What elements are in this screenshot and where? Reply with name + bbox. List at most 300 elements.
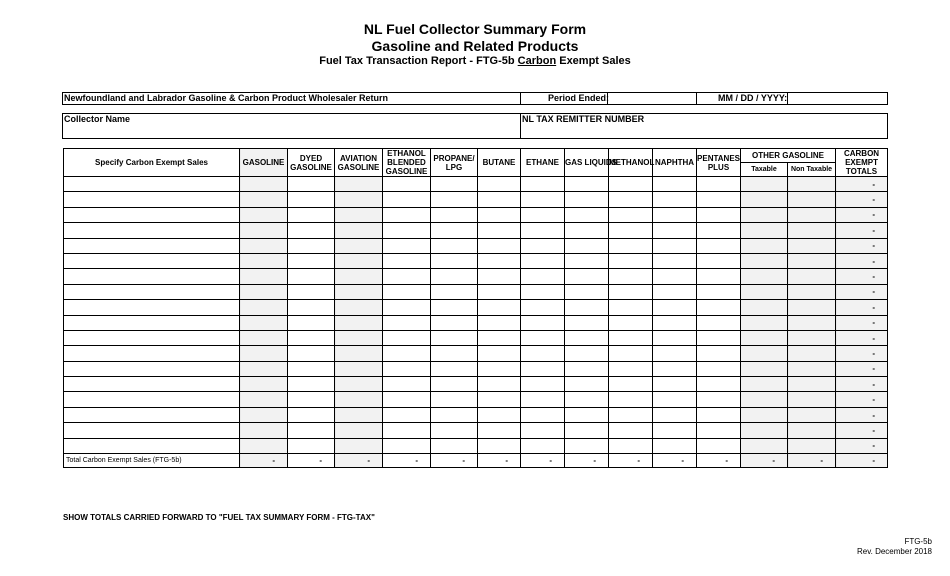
amount-input[interactable] bbox=[609, 346, 653, 361]
amount-input[interactable] bbox=[788, 423, 836, 438]
amount-input[interactable] bbox=[697, 407, 741, 422]
amount-input[interactable] bbox=[383, 361, 431, 376]
amount-input[interactable] bbox=[478, 253, 521, 268]
total-cell: - bbox=[478, 454, 521, 468]
amount-input[interactable] bbox=[431, 392, 478, 407]
amount-input[interactable] bbox=[609, 407, 653, 422]
amount-input[interactable] bbox=[431, 177, 478, 192]
amount-input[interactable] bbox=[240, 407, 288, 422]
amount-input[interactable] bbox=[431, 223, 478, 238]
amount-input[interactable] bbox=[478, 330, 521, 345]
amount-input[interactable] bbox=[565, 361, 609, 376]
sale-description-input[interactable] bbox=[64, 300, 240, 315]
sale-description-input[interactable] bbox=[64, 330, 240, 345]
amount-input[interactable] bbox=[609, 423, 653, 438]
amount-input[interactable] bbox=[697, 207, 741, 222]
amount-input[interactable] bbox=[565, 438, 609, 453]
amount-input[interactable] bbox=[383, 238, 431, 253]
amount-input[interactable] bbox=[383, 223, 431, 238]
amount-input[interactable] bbox=[240, 377, 288, 392]
amount-input[interactable] bbox=[788, 223, 836, 238]
amount-input[interactable] bbox=[565, 330, 609, 345]
total-cell: - bbox=[653, 454, 697, 468]
date-format-label: MM / DD / YYYY: bbox=[718, 93, 788, 103]
carbon-exempt-sales-table bbox=[63, 148, 888, 468]
amount-input[interactable] bbox=[521, 407, 565, 422]
col-methanol: METHANOL bbox=[609, 149, 653, 177]
amount-input[interactable] bbox=[697, 192, 741, 207]
amount-input[interactable] bbox=[788, 407, 836, 422]
amount-input[interactable] bbox=[788, 284, 836, 299]
amount-input[interactable] bbox=[478, 300, 521, 315]
amount-input[interactable] bbox=[697, 361, 741, 376]
amount-input[interactable] bbox=[788, 207, 836, 222]
amount-input[interactable] bbox=[653, 253, 697, 268]
row-total-cell: - bbox=[836, 407, 888, 422]
table-row bbox=[64, 423, 888, 438]
amount-input[interactable] bbox=[383, 423, 431, 438]
row-total-cell: - bbox=[836, 300, 888, 315]
sale-description-input[interactable] bbox=[64, 192, 240, 207]
sale-description-input[interactable] bbox=[64, 438, 240, 453]
amount-input[interactable] bbox=[741, 207, 788, 222]
amount-input[interactable] bbox=[609, 223, 653, 238]
amount-input[interactable] bbox=[335, 253, 383, 268]
row-total-cell: - bbox=[836, 438, 888, 453]
amount-input[interactable] bbox=[609, 330, 653, 345]
amount-input[interactable] bbox=[697, 284, 741, 299]
amount-input[interactable] bbox=[565, 346, 609, 361]
amount-input[interactable] bbox=[741, 361, 788, 376]
row-total-cell: - bbox=[836, 177, 888, 192]
amount-input[interactable] bbox=[697, 223, 741, 238]
amount-input[interactable] bbox=[288, 192, 335, 207]
amount-input[interactable] bbox=[335, 192, 383, 207]
amount-input[interactable] bbox=[335, 438, 383, 453]
amount-input[interactable] bbox=[335, 407, 383, 422]
amount-input[interactable] bbox=[741, 315, 788, 330]
amount-input[interactable] bbox=[653, 330, 697, 345]
amount-input[interactable] bbox=[288, 207, 335, 222]
amount-input[interactable] bbox=[478, 284, 521, 299]
sale-description-input[interactable] bbox=[64, 284, 240, 299]
amount-input[interactable] bbox=[565, 377, 609, 392]
amount-input[interactable] bbox=[565, 423, 609, 438]
amount-input[interactable] bbox=[335, 377, 383, 392]
amount-input[interactable] bbox=[521, 300, 565, 315]
amount-input[interactable] bbox=[478, 346, 521, 361]
amount-input[interactable] bbox=[521, 284, 565, 299]
sale-description-input[interactable] bbox=[64, 361, 240, 376]
sale-description-input[interactable] bbox=[64, 269, 240, 284]
amount-input[interactable] bbox=[335, 361, 383, 376]
amount-input[interactable] bbox=[521, 238, 565, 253]
amount-input[interactable] bbox=[741, 177, 788, 192]
amount-input[interactable] bbox=[240, 438, 288, 453]
amount-input[interactable] bbox=[335, 284, 383, 299]
amount-input[interactable] bbox=[240, 207, 288, 222]
amount-input[interactable] bbox=[741, 438, 788, 453]
amount-input[interactable] bbox=[609, 300, 653, 315]
sale-description-input[interactable] bbox=[64, 377, 240, 392]
table-row bbox=[64, 407, 888, 422]
amount-input[interactable] bbox=[240, 315, 288, 330]
amount-input[interactable] bbox=[478, 223, 521, 238]
amount-input[interactable] bbox=[288, 177, 335, 192]
amount-input[interactable] bbox=[478, 207, 521, 222]
amount-input[interactable] bbox=[697, 238, 741, 253]
col-carbon-exempt-totals: CARBON EXEMPT TOTALS bbox=[836, 149, 888, 177]
table-row bbox=[64, 438, 888, 453]
amount-input[interactable] bbox=[521, 423, 565, 438]
amount-input[interactable] bbox=[521, 377, 565, 392]
amount-input[interactable] bbox=[431, 284, 478, 299]
amount-input[interactable] bbox=[288, 330, 335, 345]
amount-input[interactable] bbox=[521, 177, 565, 192]
amount-input[interactable] bbox=[288, 284, 335, 299]
amount-input[interactable] bbox=[788, 438, 836, 453]
amount-input[interactable] bbox=[521, 269, 565, 284]
col-pentanes-plus: PENTANES PLUS bbox=[697, 149, 741, 177]
amount-input[interactable] bbox=[335, 392, 383, 407]
amount-input[interactable] bbox=[383, 330, 431, 345]
amount-input[interactable] bbox=[741, 238, 788, 253]
amount-input[interactable] bbox=[653, 238, 697, 253]
amount-input[interactable] bbox=[478, 423, 521, 438]
sale-description-input[interactable] bbox=[64, 207, 240, 222]
amount-input[interactable] bbox=[741, 223, 788, 238]
amount-input[interactable] bbox=[240, 423, 288, 438]
amount-input[interactable] bbox=[697, 346, 741, 361]
amount-input[interactable] bbox=[521, 207, 565, 222]
amount-input[interactable] bbox=[240, 392, 288, 407]
amount-input[interactable] bbox=[609, 177, 653, 192]
amount-input[interactable] bbox=[240, 300, 288, 315]
amount-input[interactable] bbox=[431, 192, 478, 207]
form-id-block bbox=[857, 537, 932, 557]
amount-input[interactable] bbox=[335, 223, 383, 238]
amount-input[interactable] bbox=[565, 223, 609, 238]
amount-input[interactable] bbox=[565, 207, 609, 222]
row-total-cell: - bbox=[836, 315, 888, 330]
total-cell: - bbox=[431, 454, 478, 468]
amount-input[interactable] bbox=[288, 238, 335, 253]
amount-input[interactable] bbox=[288, 377, 335, 392]
amount-input[interactable] bbox=[565, 284, 609, 299]
col-gas-liquids: GAS LIQUIDS bbox=[565, 149, 609, 177]
amount-input[interactable] bbox=[240, 361, 288, 376]
amount-input[interactable] bbox=[383, 253, 431, 268]
amount-input[interactable] bbox=[335, 346, 383, 361]
amount-input[interactable] bbox=[240, 253, 288, 268]
row-total-cell: - bbox=[836, 423, 888, 438]
amount-input[interactable] bbox=[383, 346, 431, 361]
amount-input[interactable] bbox=[521, 330, 565, 345]
amount-input[interactable] bbox=[478, 192, 521, 207]
amount-input[interactable] bbox=[288, 300, 335, 315]
amount-input[interactable] bbox=[521, 361, 565, 376]
amount-input[interactable] bbox=[741, 377, 788, 392]
amount-input[interactable] bbox=[335, 300, 383, 315]
row-total-cell: - bbox=[836, 269, 888, 284]
amount-input[interactable] bbox=[521, 346, 565, 361]
row-total-cell: - bbox=[836, 377, 888, 392]
amount-input[interactable] bbox=[741, 300, 788, 315]
amount-input[interactable] bbox=[335, 330, 383, 345]
amount-input[interactable] bbox=[741, 423, 788, 438]
table-row bbox=[64, 361, 888, 376]
amount-input[interactable] bbox=[565, 177, 609, 192]
amount-input[interactable] bbox=[240, 346, 288, 361]
amount-input[interactable] bbox=[697, 423, 741, 438]
amount-input[interactable] bbox=[335, 423, 383, 438]
amount-input[interactable] bbox=[431, 361, 478, 376]
amount-input[interactable] bbox=[741, 407, 788, 422]
amount-input[interactable] bbox=[478, 315, 521, 330]
amount-input[interactable] bbox=[653, 407, 697, 422]
amount-input[interactable] bbox=[288, 253, 335, 268]
amount-input[interactable] bbox=[565, 300, 609, 315]
amount-input[interactable] bbox=[653, 177, 697, 192]
amount-input[interactable] bbox=[521, 392, 565, 407]
amount-input[interactable] bbox=[653, 223, 697, 238]
amount-input[interactable] bbox=[697, 177, 741, 192]
amount-input[interactable] bbox=[335, 269, 383, 284]
table-row bbox=[64, 392, 888, 407]
sale-description-input[interactable] bbox=[64, 223, 240, 238]
amount-input[interactable] bbox=[240, 192, 288, 207]
col-aviation-gasoline: AVIATION GASOLINE bbox=[335, 149, 383, 177]
amount-input[interactable] bbox=[288, 423, 335, 438]
sale-description-input[interactable] bbox=[64, 346, 240, 361]
sale-description-input[interactable] bbox=[64, 238, 240, 253]
table-row bbox=[64, 177, 888, 192]
sale-description-input[interactable] bbox=[64, 423, 240, 438]
amount-input[interactable] bbox=[383, 407, 431, 422]
amount-input[interactable] bbox=[431, 269, 478, 284]
amount-input[interactable] bbox=[697, 392, 741, 407]
amount-input[interactable] bbox=[383, 300, 431, 315]
amount-input[interactable] bbox=[653, 377, 697, 392]
amount-input[interactable] bbox=[565, 192, 609, 207]
amount-input[interactable] bbox=[609, 315, 653, 330]
amount-input[interactable] bbox=[653, 207, 697, 222]
amount-input[interactable] bbox=[383, 377, 431, 392]
amount-input[interactable] bbox=[565, 238, 609, 253]
amount-input[interactable] bbox=[609, 392, 653, 407]
amount-input[interactable] bbox=[478, 377, 521, 392]
row-total-cell: - bbox=[836, 253, 888, 268]
amount-input[interactable] bbox=[521, 438, 565, 453]
table-row bbox=[64, 284, 888, 299]
amount-input[interactable] bbox=[478, 392, 521, 407]
amount-input[interactable] bbox=[335, 177, 383, 192]
amount-input[interactable] bbox=[478, 269, 521, 284]
sale-description-input[interactable] bbox=[64, 315, 240, 330]
col-gasoline: GASOLINE bbox=[240, 149, 288, 177]
amount-input[interactable] bbox=[609, 253, 653, 268]
amount-input[interactable] bbox=[288, 223, 335, 238]
amount-input[interactable] bbox=[609, 284, 653, 299]
date-input[interactable] bbox=[789, 93, 887, 104]
amount-input[interactable] bbox=[335, 207, 383, 222]
amount-input[interactable] bbox=[788, 177, 836, 192]
amount-input[interactable] bbox=[565, 392, 609, 407]
amount-input[interactable] bbox=[431, 315, 478, 330]
form-id: FTG-5b bbox=[904, 537, 932, 546]
amount-input[interactable] bbox=[788, 192, 836, 207]
sale-description-input[interactable] bbox=[64, 392, 240, 407]
amount-input[interactable] bbox=[653, 284, 697, 299]
amount-input[interactable] bbox=[521, 223, 565, 238]
period-ended-input[interactable] bbox=[609, 93, 695, 104]
sale-description-input[interactable] bbox=[64, 253, 240, 268]
amount-input[interactable] bbox=[431, 207, 478, 222]
amount-input[interactable] bbox=[431, 253, 478, 268]
table-row bbox=[64, 192, 888, 207]
amount-input[interactable] bbox=[383, 207, 431, 222]
amount-input[interactable] bbox=[609, 377, 653, 392]
amount-input[interactable] bbox=[383, 192, 431, 207]
amount-input[interactable] bbox=[288, 315, 335, 330]
amount-input[interactable] bbox=[609, 192, 653, 207]
amount-input[interactable] bbox=[478, 238, 521, 253]
amount-input[interactable] bbox=[653, 361, 697, 376]
amount-input[interactable] bbox=[288, 269, 335, 284]
amount-input[interactable] bbox=[431, 330, 478, 345]
amount-input[interactable] bbox=[240, 269, 288, 284]
amount-input[interactable] bbox=[383, 392, 431, 407]
amount-input[interactable] bbox=[478, 361, 521, 376]
amount-input[interactable] bbox=[240, 330, 288, 345]
amount-input[interactable] bbox=[431, 346, 478, 361]
amount-input[interactable] bbox=[741, 192, 788, 207]
amount-input[interactable] bbox=[788, 300, 836, 315]
amount-input[interactable] bbox=[521, 192, 565, 207]
col-ethanol-blended: ETHANOL BLENDED GASOLINE bbox=[383, 149, 431, 177]
amount-input[interactable] bbox=[478, 177, 521, 192]
amount-input[interactable] bbox=[653, 192, 697, 207]
amount-input[interactable] bbox=[788, 361, 836, 376]
row-total-cell: - bbox=[836, 207, 888, 222]
amount-input[interactable] bbox=[565, 269, 609, 284]
amount-input[interactable] bbox=[741, 330, 788, 345]
amount-input[interactable] bbox=[288, 392, 335, 407]
amount-input[interactable] bbox=[431, 423, 478, 438]
amount-input[interactable] bbox=[697, 377, 741, 392]
amount-input[interactable] bbox=[788, 315, 836, 330]
amount-input[interactable] bbox=[609, 207, 653, 222]
amount-input[interactable] bbox=[697, 300, 741, 315]
amount-input[interactable] bbox=[431, 238, 478, 253]
amount-input[interactable] bbox=[653, 392, 697, 407]
amount-input[interactable] bbox=[609, 438, 653, 453]
amount-input[interactable] bbox=[609, 238, 653, 253]
amount-input[interactable] bbox=[383, 438, 431, 453]
amount-input[interactable] bbox=[741, 253, 788, 268]
table-row bbox=[64, 330, 888, 345]
amount-input[interactable] bbox=[383, 315, 431, 330]
amount-input[interactable] bbox=[697, 269, 741, 284]
amount-input[interactable] bbox=[240, 177, 288, 192]
col-specify: Specify Carbon Exempt Sales bbox=[64, 149, 240, 177]
amount-input[interactable] bbox=[431, 300, 478, 315]
sale-description-input[interactable] bbox=[64, 177, 240, 192]
amount-input[interactable] bbox=[565, 407, 609, 422]
amount-input[interactable] bbox=[335, 238, 383, 253]
amount-input[interactable] bbox=[521, 315, 565, 330]
amount-input[interactable] bbox=[478, 438, 521, 453]
amount-input[interactable] bbox=[521, 253, 565, 268]
amount-input[interactable] bbox=[741, 392, 788, 407]
sale-description-input[interactable] bbox=[64, 407, 240, 422]
amount-input[interactable] bbox=[653, 438, 697, 453]
amount-input[interactable] bbox=[653, 269, 697, 284]
amount-input[interactable] bbox=[788, 238, 836, 253]
amount-input[interactable] bbox=[383, 177, 431, 192]
amount-input[interactable] bbox=[697, 438, 741, 453]
amount-input[interactable] bbox=[653, 346, 697, 361]
amount-input[interactable] bbox=[288, 438, 335, 453]
amount-input[interactable] bbox=[431, 407, 478, 422]
amount-input[interactable] bbox=[383, 269, 431, 284]
period-label: Period Ended: bbox=[548, 93, 610, 103]
remitter-number-input[interactable] bbox=[522, 125, 886, 138]
amount-input[interactable] bbox=[788, 330, 836, 345]
collector-name-input[interactable] bbox=[64, 125, 518, 138]
amount-input[interactable] bbox=[565, 315, 609, 330]
amount-input[interactable] bbox=[697, 253, 741, 268]
amount-input[interactable] bbox=[609, 269, 653, 284]
col-taxable: Taxable bbox=[741, 163, 788, 177]
amount-input[interactable] bbox=[653, 423, 697, 438]
amount-input[interactable] bbox=[788, 253, 836, 268]
amount-input[interactable] bbox=[565, 253, 609, 268]
amount-input[interactable] bbox=[741, 284, 788, 299]
amount-input[interactable] bbox=[335, 315, 383, 330]
amount-input[interactable] bbox=[240, 284, 288, 299]
amount-input[interactable] bbox=[741, 346, 788, 361]
amount-input[interactable] bbox=[288, 407, 335, 422]
amount-input[interactable] bbox=[609, 361, 653, 376]
form-title: NL Fuel Collector Summary Form bbox=[363, 21, 587, 37]
amount-input[interactable] bbox=[431, 438, 478, 453]
amount-input[interactable] bbox=[788, 269, 836, 284]
amount-input[interactable] bbox=[240, 223, 288, 238]
amount-input[interactable] bbox=[478, 407, 521, 422]
amount-input[interactable] bbox=[383, 284, 431, 299]
amount-input[interactable] bbox=[788, 346, 836, 361]
total-cell: - bbox=[741, 454, 788, 468]
amount-input[interactable] bbox=[788, 392, 836, 407]
amount-input[interactable] bbox=[240, 238, 288, 253]
amount-input[interactable] bbox=[697, 315, 741, 330]
total-cell: - bbox=[383, 454, 431, 468]
row-total-cell: - bbox=[836, 346, 888, 361]
table-row bbox=[64, 223, 888, 238]
amount-input[interactable] bbox=[653, 300, 697, 315]
amount-input[interactable] bbox=[431, 377, 478, 392]
amount-input[interactable] bbox=[288, 361, 335, 376]
amount-input[interactable] bbox=[288, 346, 335, 361]
footnote: SHOW TOTALS CARRIED FORWARD TO "FUEL TAX SUMMARY FORM - FTG-TAX" bbox=[63, 513, 375, 522]
table-row bbox=[64, 253, 888, 268]
amount-input[interactable] bbox=[697, 330, 741, 345]
row-total-cell: - bbox=[836, 330, 888, 345]
amount-input[interactable] bbox=[741, 269, 788, 284]
amount-input[interactable] bbox=[788, 377, 836, 392]
amount-input[interactable] bbox=[653, 315, 697, 330]
